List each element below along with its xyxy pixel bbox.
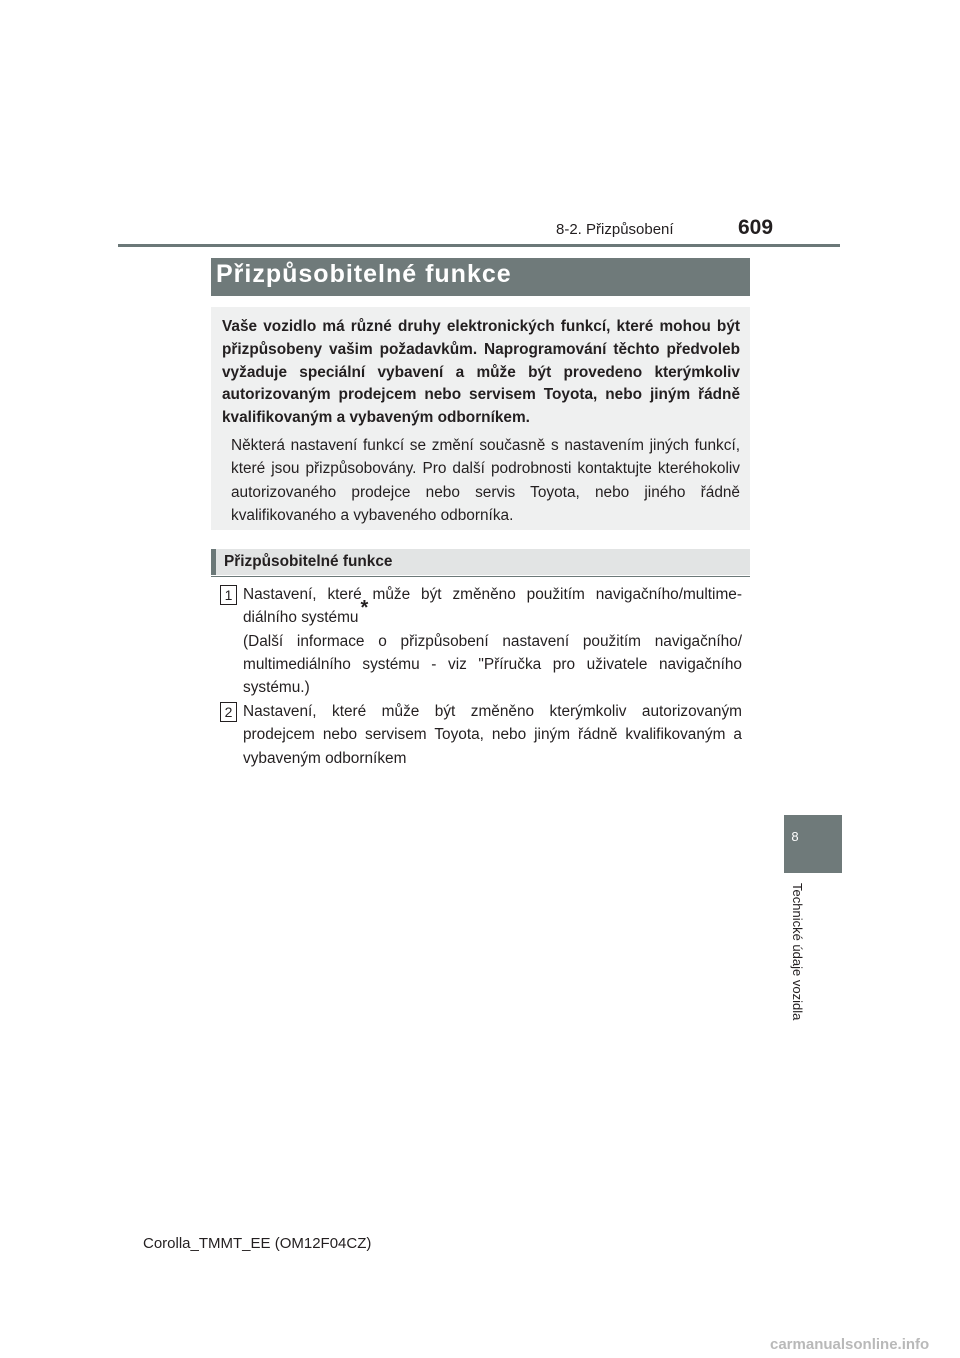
item-number-badge: 2 <box>220 702 237 722</box>
list-item <box>243 700 742 770</box>
chapter-tab-number: 8 <box>791 829 799 844</box>
footnote-star: * <box>360 597 369 620</box>
header-divider <box>118 244 840 247</box>
page-title: Přizpůsobitelné funkce <box>216 260 512 288</box>
subsection-title: Přizpůsobitelné funkce <box>224 553 393 570</box>
watermark: carmanualsonline.info <box>770 1336 930 1353</box>
list-item-note: (Další informace o přizpůsobení nastavení použitím navigačního/ multimediálního systému - viz "Příručka pro uživatele navigačního systému.) <box>243 632 742 697</box>
footer-model-code: Corolla_TMMT_EE (OM12F04CZ) <box>143 1235 372 1252</box>
intro-note: Některá nastavení funkcí se změní současně s nastavením jiných funkcí, které jsou přizpůsobovány. Pro další podrobnosti kontaktujte kteréhokoliv autorizovaného prodejce nebo servis Toyota, nebo jiného řádně kvalifikovaného a vybaveného odborníka. <box>231 437 740 524</box>
list-item-text: Nastavení, které může být změněno kterýmkoliv autorizovaným prodejcem nebo servisem Toyota, nebo jiným řádně kvalifikovaným a vybaveným odborníkem <box>243 703 742 767</box>
chapter-tab <box>784 815 842 873</box>
subsection-accent <box>211 549 216 575</box>
list-item <box>243 583 742 699</box>
list-item-text: Nastavení, které může být změněno použitím navigačního/multimediálního systému <box>243 586 742 627</box>
subsection-divider <box>211 576 750 577</box>
header-section-label: 8-2. Přizpůsobení <box>556 221 674 238</box>
intro-text: Vaše vozidlo má různé druhy elektronických funkcí, které mohou být přizpůsobeny vašim požadavkům. Naprogramování těchto předvoleb vyžaduje speciální vybavení a může být provedeno kterýmkoliv autorizovaným prodejcem nebo servisem Toyota, nebo jiným řádně kvalifikovaným a vybaveným odborníkem. <box>222 318 740 427</box>
page-number: 609 <box>738 216 774 239</box>
item-number-badge: 1 <box>220 585 237 605</box>
chapter-title-vertical: Technické údaje vozidla <box>790 883 805 1021</box>
